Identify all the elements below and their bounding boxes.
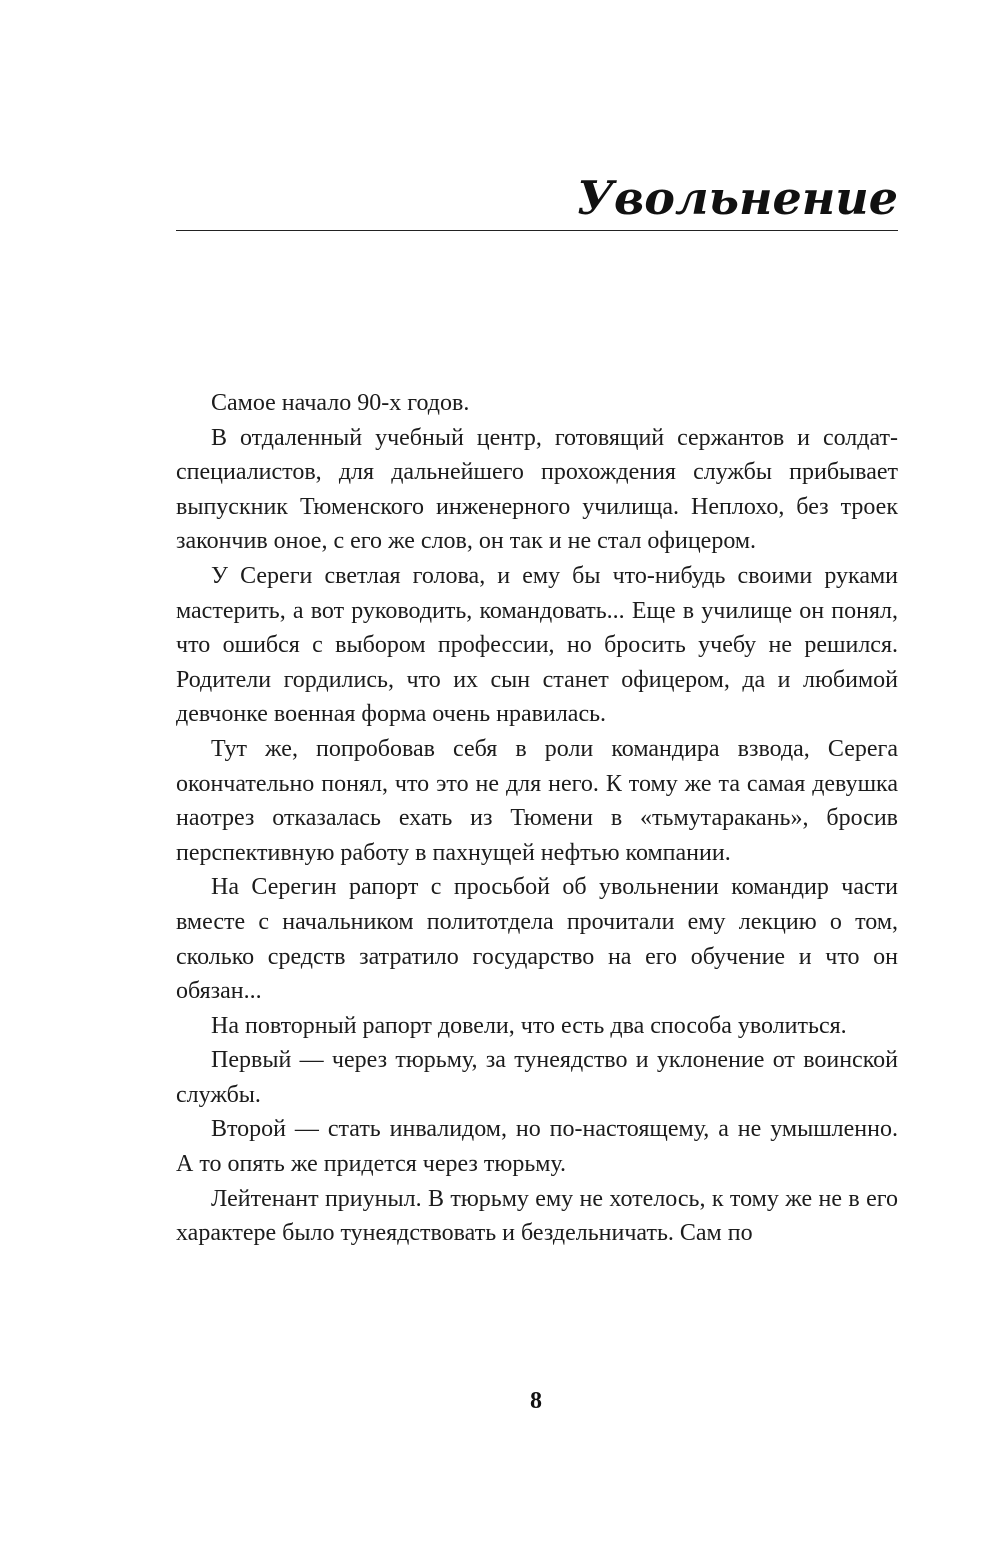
paragraph-2: В отдаленный учебный центр, готовящий сержантов и солдат-специалистов, для дальнейшего прохождения службы прибывает выпускник Тюменского инженерного училища. Неплохо, без троек закончив оное, с его же слов, он так и не стал офицером.	[176, 424, 898, 555]
paragraph-4: Тут же, попробовав себя в роли командира взвода, Серега окончательно понял, что это не для него. К тому же та самая девушка наотрез отказалась ехать из Тюмени в «тьмутаракань», бросив перспективную работу в пахнущей нефтью компании.	[176, 735, 898, 866]
paragraph-1: Самое начало 90-х годов.	[211, 390, 470, 416]
paragraph-5: На Серегин рапорт с просьбой об увольнении командир части вместе с начальником политотдела прочитали ему лекцию о том, сколько средств затратило государство на его обучение и что он обязан...	[176, 874, 898, 1005]
paragraph-9: Лейтенант приуныл. В тюрьму ему не хотелось, к тому же не в его характере было тунеядствовать и бездельничать. Сам по	[176, 1185, 898, 1247]
paragraph-3: У Сереги светлая голова, и ему бы что-нибудь своими руками мастерить, а вот руководить, командовать... Еще в училище он понял, что ошибся с выбором профессии, но бросить учебу не решился. Родители гордились, что их сын станет офицером, да и любимой девчонке военная форма очень нравилась.	[176, 562, 898, 728]
page-number: 8	[530, 1388, 542, 1414]
title-rule	[176, 230, 898, 231]
paragraph-8: Второй — стать инвалидом, но по-настоящему, а не умышленно. А то опять же придется через тюрьму.	[176, 1116, 898, 1178]
body-text	[176, 386, 898, 1251]
chapter-title: Увольнение	[576, 171, 898, 225]
paragraph-7: Первый — через тюрьму, за тунеядство и уклонение от воинской службы.	[176, 1047, 898, 1108]
paragraph-6: На повторный рапорт довели, что есть два способа уволиться.	[211, 1012, 847, 1039]
